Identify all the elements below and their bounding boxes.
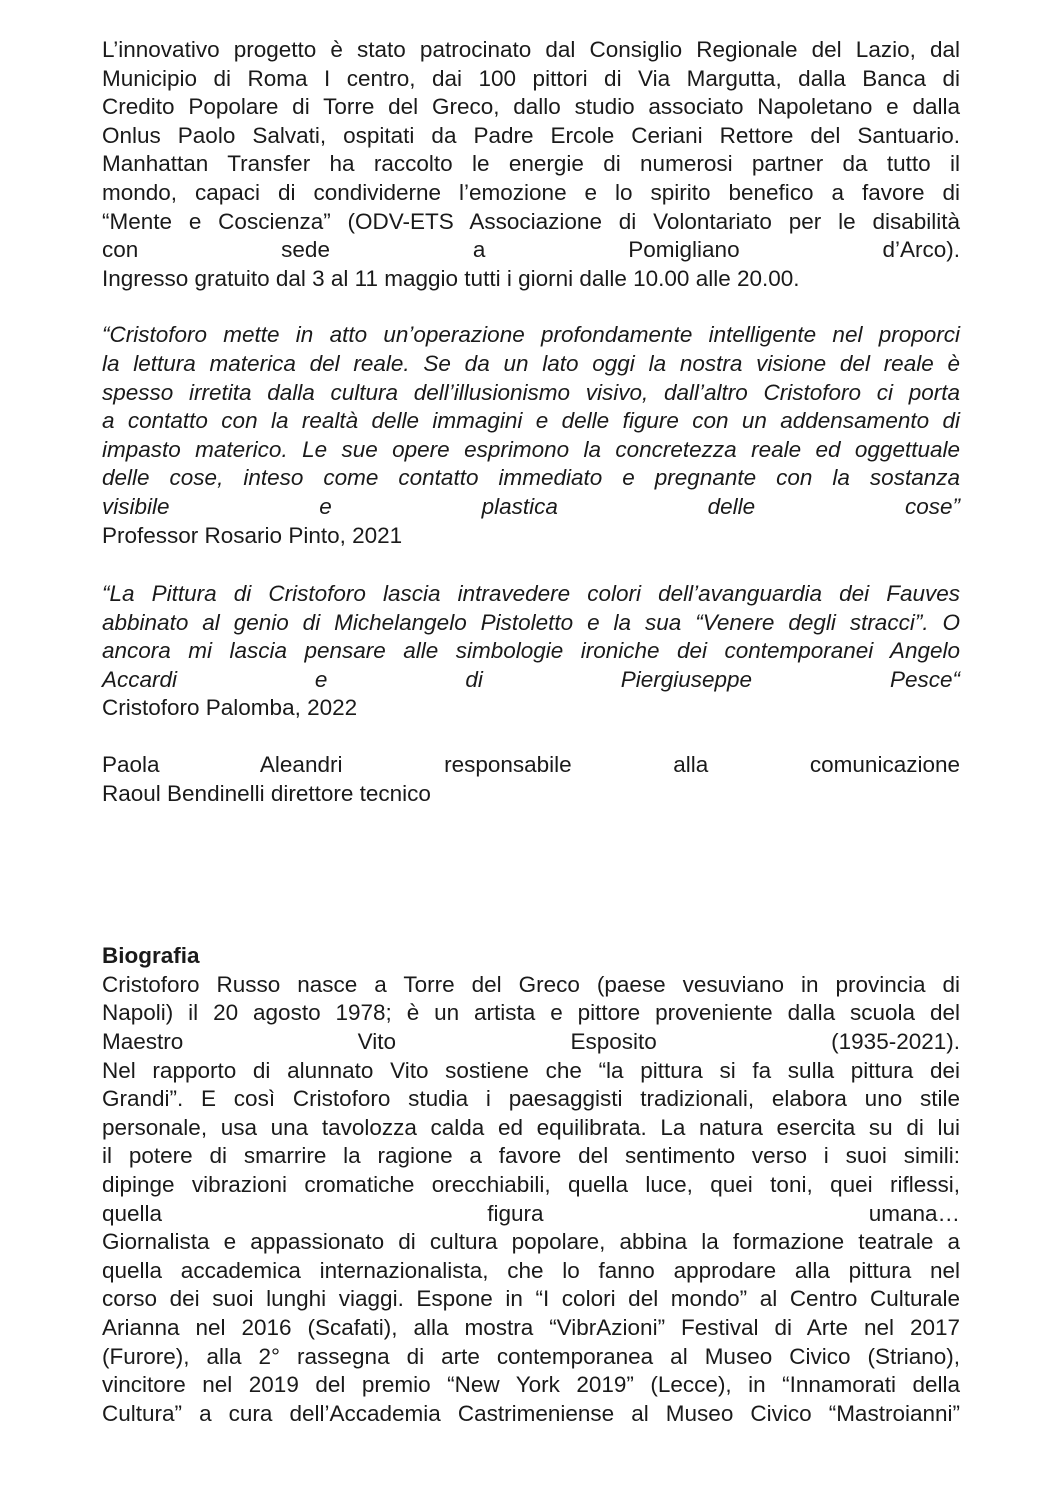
bio-line: Giornalista e appassionato di cultura popolare, abbina la formazione teatrale a xyxy=(102,1229,960,1255)
quote-line: Accardi e di Piergiuseppe Pesce“ xyxy=(102,666,960,692)
quote-rosario-pinto xyxy=(102,321,960,550)
bio-line: Cultura” a cura dell’Accademia Castrimeniense al Museo Civico “Mastroianni” xyxy=(102,1400,960,1426)
bio-line: Maestro Vito Esposito (1935-2021). xyxy=(102,1029,960,1055)
bio-line: Cristoforo Russo nasce a Torre del Greco (paese vesuviano in provincia di xyxy=(102,971,960,997)
intro-line: Onlus Paolo Salvati, ospitati da Padre Ercole Ceriani Rettore del Santuario. xyxy=(102,122,960,148)
bio-line: quella figura umana… xyxy=(102,1200,960,1226)
credit-line: Paola Aleandri responsabile alla comunicazione xyxy=(102,752,960,778)
section-heading: Biografia xyxy=(102,943,200,969)
intro-line: Credito Popolare di Torre del Greco, dallo studio associato Napoletano e dalla xyxy=(102,94,960,120)
bio-line: corso dei suoi lunghi viaggi. Espone in “I colori del mondo” al Centro Culturale xyxy=(102,1286,960,1312)
quote-attribution: Cristoforo Palomba, 2022 xyxy=(102,695,358,721)
bio-line: il potere di smarrire la ragione a favore del sentimento verso i suoi simili: xyxy=(102,1143,960,1169)
intro-line: Municipio di Roma I centro, dai 100 pittori di Via Margutta, dalla Banca di xyxy=(102,65,960,91)
bio-line: Nel rapporto di alunnato Vito sostiene che “la pittura si fa sulla pittura dei xyxy=(102,1057,960,1083)
intro-paragraph xyxy=(102,36,960,293)
intro-line: L’innovativo progetto è stato patrocinato dal Consiglio Regionale del Lazio, dal xyxy=(102,37,960,62)
bio-line: Arianna nel 2016 (Scafati), alla mostra “VibrAzioni” Festival di Arte nel 2017 xyxy=(102,1314,960,1340)
bio-line: dipinge vibrazioni cromatiche orecchiabili, quella luce, quei toni, quei riflessi, xyxy=(102,1172,960,1197)
quote-line: spesso irretita dalla cultura dell’illusionismo visivo, dall’altro Cristoforo ci porta xyxy=(102,379,960,405)
bio-line: vincitore nel 2019 del premio “New York 2019” (Lecce), in “Innamorati della xyxy=(102,1372,960,1398)
quote-line: ancora mi lascia pensare alle simbologie ironiche dei contemporanei Angelo xyxy=(102,638,960,664)
quote-line: abbinato al genio di Michelangelo Pistoletto e la sua “Venere degli stracci”. O xyxy=(102,609,960,635)
intro-line: mondo, capaci di condividerne l’emozione e lo spirito benefico a favore di xyxy=(102,179,960,205)
quote-attribution: Professor Rosario Pinto, 2021 xyxy=(102,522,403,548)
quote-cristoforo-palomba xyxy=(102,580,960,723)
quote-line: impasto materico. Le sue opere esprimono la concretezza reale ed oggettuale xyxy=(102,436,960,462)
quote-line: visibile e plastica delle cose” xyxy=(102,493,960,519)
intro-line: con sede a Pomigliano d’Arco). xyxy=(102,237,960,263)
quote-line: delle cose, inteso come contatto immediato e pregnante con la sostanza xyxy=(102,465,960,491)
quote-line: a contatto con la realtà delle immagini e delle figure con un addensamento di xyxy=(102,408,960,434)
bio-line: Napoli) il 20 agosto 1978; è un artista e pittore proveniente dalla scuola del xyxy=(102,1000,960,1026)
quote-line: “La Pittura di Cristoforo lascia intravedere colori dell’avanguardia dei Fauves xyxy=(102,581,960,607)
quote-line: “Cristoforo mette in atto un’operazione profondamente intelligente nel proporci xyxy=(102,322,960,348)
intro-line: “Mente e Coscienza” (ODV-ETS Associazione di Volontariato per le disabilità xyxy=(102,208,960,234)
quote-line: la lettura materica del reale. Se da un lato oggi la nostra visione del reale è xyxy=(102,350,960,376)
document-page xyxy=(102,36,960,1428)
bio-line: Grandi”. E così Cristoforo studia i paesaggisti tradizionali, elabora uno stile xyxy=(102,1086,960,1112)
intro-line: Manhattan Transfer ha raccolto le energie di numerosi partner da tutto il xyxy=(102,151,960,177)
intro-line: Ingresso gratuito dal 3 al 11 maggio tutti i giorni dalle 10.00 alle 20.00. xyxy=(102,265,800,291)
biography-section xyxy=(102,942,960,1428)
bio-line: personale, usa una tavolozza calda ed equilibrata. La natura esercita su di lui xyxy=(102,1114,960,1140)
bio-line: (Furore), alla 2° rassegna di arte contemporanea al Museo Civico (Striano), xyxy=(102,1343,960,1369)
credit-line: Raoul Bendinelli direttore tecnico xyxy=(102,780,431,806)
credits xyxy=(102,751,960,808)
bio-line: quella accademica internazionalista, che lo fanno approdare alla pittura nel xyxy=(102,1257,960,1283)
